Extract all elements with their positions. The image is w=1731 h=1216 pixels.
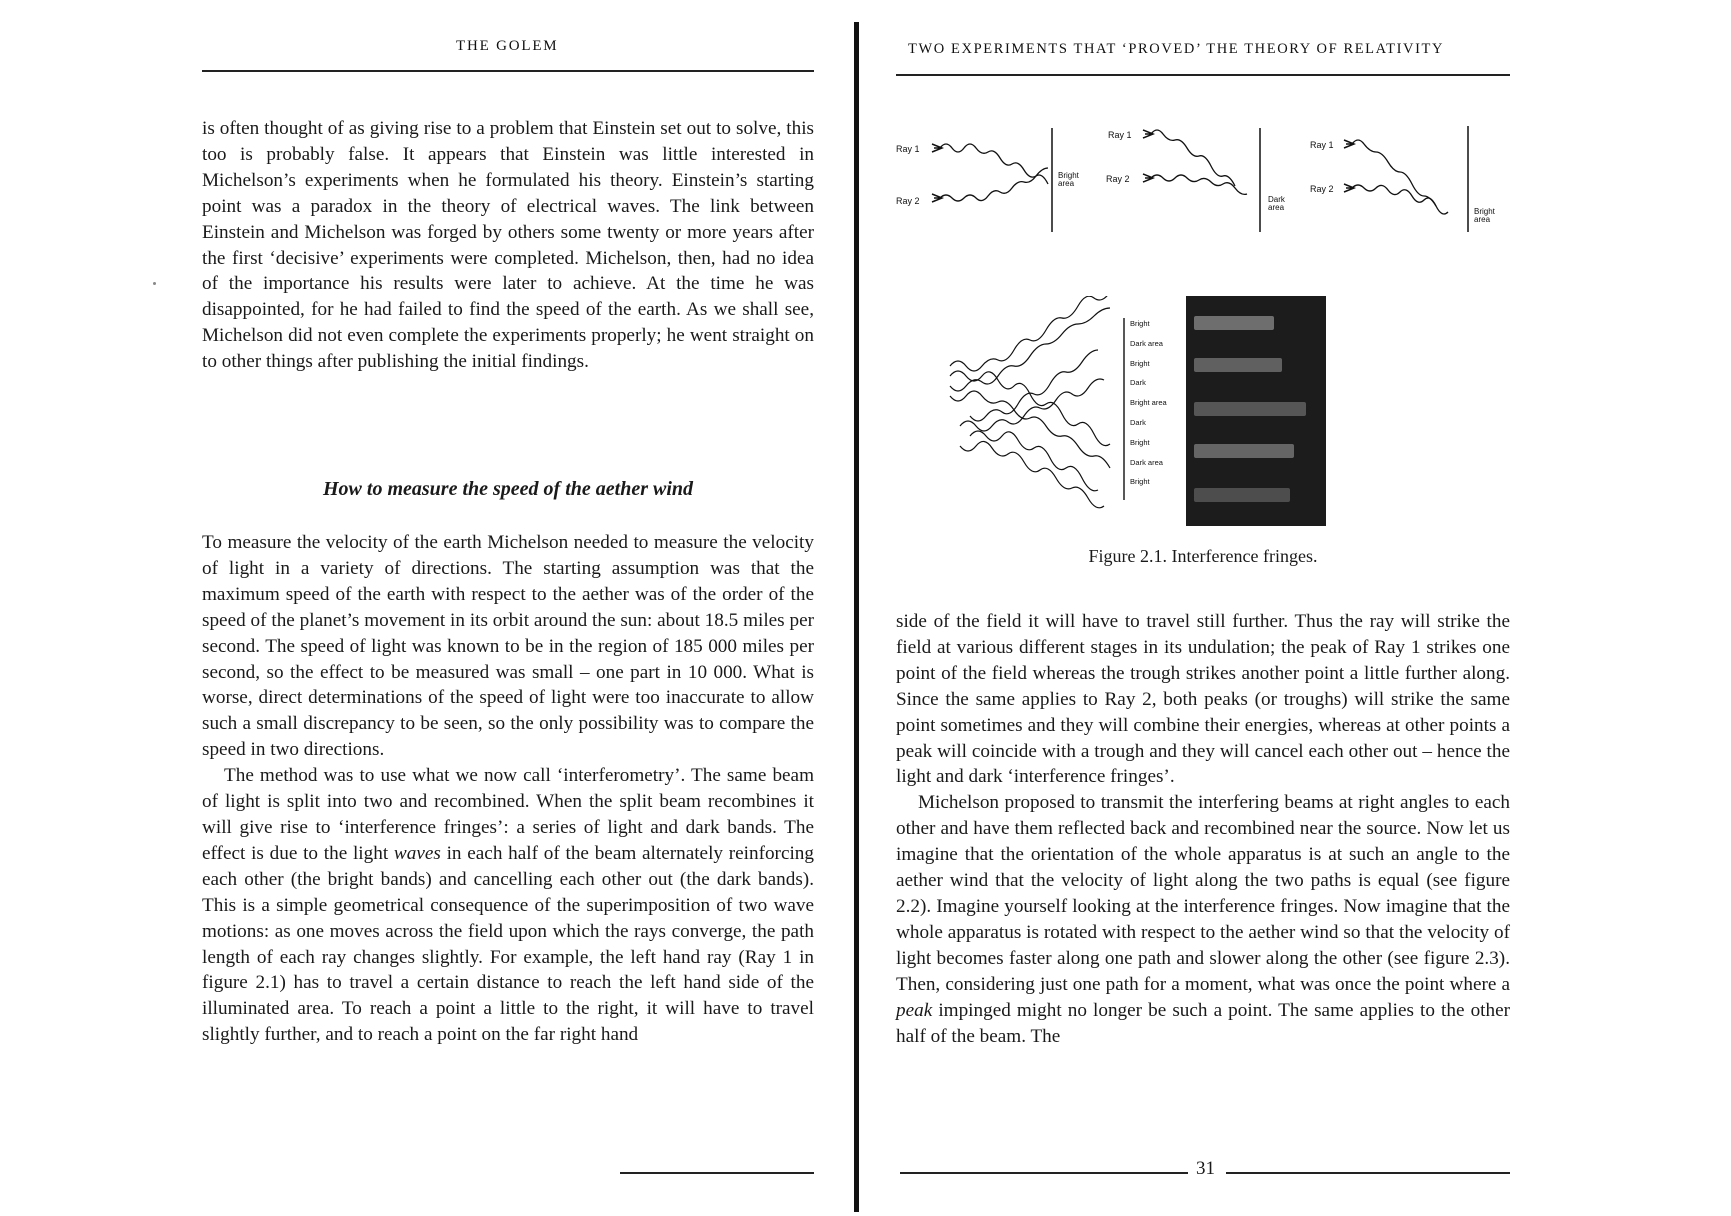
- photo-bright-band: [1194, 488, 1290, 502]
- panel-3-label-line2: area: [1474, 215, 1491, 224]
- panel-2-ray1-wave: [1151, 130, 1235, 186]
- panel-3-ray2-wave: [1352, 185, 1448, 214]
- photo-bright-band: [1194, 358, 1282, 372]
- fringe-label: Bright: [1130, 319, 1150, 328]
- paragraph-3-b: in each half of the beam alternately reinforcing each other (the bright bands) and cancelling each other out (the dark bands). This is a simple geometrical consequence of the superimposition of two wave motions: as one moves across the field upon which the rays converge, the path length of each ray changes slightly. For example, the left hand ray (Ray 1 in figure 2.1) has to travel a certain distance to reach the left hand side of the illuminated area. To reach a point a little to the right, it will have to travel slightly further, and to reach a point on the far right hand: [202, 842, 814, 1046]
- paragraph-text: is often thought of as giving rise to a problem that Einstein set out to solve, this too is probably false. It appears that Einstein was little interested in Michelson’s experiments when he formulated his theory. Einstein’s starting point was a paradox in the theory of electrical waves. The link between Einstein and Michelson was forged by others some twenty or more years after the first ‘decisive’ experiments were completed. Michelson, then, had no idea of the importance his results were later to achieve. At the time he was disappointed, for he had failed to find the speed of the earth. As we shall see, Michelson did not even complete the experiments properly; he went straight on to other things after publishing the initial findings.: [202, 118, 814, 373]
- arrow-icon: [1143, 130, 1153, 138]
- arrow-icon: [932, 144, 942, 152]
- photo-bright-band: [1194, 316, 1274, 330]
- fringe-label: Dark area: [1130, 338, 1163, 348]
- left-foot-rule: [620, 1172, 814, 1174]
- left-page: [0, 0, 860, 1216]
- panel-1-label-line1: Bright: [1058, 171, 1079, 180]
- photo-bright-band: [1194, 402, 1306, 416]
- paragraph-3: [202, 763, 814, 1048]
- fringe-label: Dark area: [1130, 457, 1163, 467]
- arrow-icon: [1344, 140, 1354, 148]
- right-page: [860, 0, 1731, 1216]
- paragraph-2-b: impinged might no longer be such a point. The same applies to the other half of the beam. The: [896, 999, 1510, 1047]
- right-head-rule: [896, 74, 1510, 76]
- left-top-paragraph: [202, 116, 814, 375]
- italic-peak: peak: [896, 999, 933, 1021]
- arrow-icon: [1143, 174, 1153, 182]
- left-body-text: [202, 530, 814, 1048]
- panel-3-ray1-label: Ray 1: [1310, 140, 1334, 150]
- panel-1-ray2-wave: [940, 168, 1048, 201]
- panel-3: [1310, 126, 1496, 232]
- panel-2-label-line1: Dark: [1268, 195, 1285, 204]
- arrow-icon: [932, 194, 942, 202]
- photo-bright-band: [1194, 444, 1294, 458]
- panel-1-ray1-wave: [940, 144, 1048, 184]
- panel-1: [896, 128, 1080, 232]
- page-number: 31: [1196, 1158, 1215, 1179]
- panel-2-label-line2: area: [1268, 203, 1285, 212]
- paragraph-2: [896, 790, 1510, 1049]
- panel-1-ray1-label: Ray 1: [896, 144, 920, 154]
- panel-1-ray2-label: Ray 2: [896, 196, 920, 206]
- panel-2: [1106, 128, 1286, 232]
- arrow-icon: [1344, 184, 1354, 192]
- figure-caption: Figure 2.1. Interference fringes.: [1088, 546, 1318, 566]
- fringe-label: Dark: [1130, 417, 1146, 427]
- right-foot-rule-right: [1226, 1172, 1510, 1174]
- right-body-text: [896, 609, 1510, 1049]
- right-foot-rule-left: [900, 1172, 1188, 1174]
- panel-2-ray1-label: Ray 1: [1108, 130, 1132, 140]
- fringe-label: Dark: [1130, 378, 1146, 388]
- fringe-label: Bright area: [1130, 398, 1167, 408]
- paragraph-1: side of the field it will have to travel still further. Thus the ray will strike the field at various different stages in its undulation; the peak of Ray 1 strikes one point of the field whereas the trough strikes another point a little further along. Since the same applies to Ray 2, both peaks (or troughs) will strike the same point sometimes and they will combine their energies, whereas at other points a peak will coincide with a trough and they will cancel each other out – hence the light and dark ‘interference fringes’.: [896, 611, 1510, 788]
- left-head-rule: [202, 70, 814, 72]
- paragraph-2: To measure the velocity of the earth Michelson needed to measure the velocity of light in a variety of directions. The starting assumption was that the maximum speed of the earth with respect to the aether was of the order of the speed of the planet’s movement in its orbit around the sun: about 18.5 miles per second. The speed of light was known to be in the region of 185 000 miles per second, so the effect to be measured was small – one part in 10 000. What is worse, direct determinations of the speed of light were too inaccurate to allow such a small discrepancy to be seen, so the only possibility was to compare the speed in two directions.: [202, 532, 814, 761]
- panel-1-label-line2: area: [1058, 179, 1075, 188]
- paragraph-3-a: The method was to use what we now call ‘interferometry’. The same beam of light is split into two and recombined. When the split beam recombines it will give rise to ‘interference fringes’: a series of light and dark bands. The effect is due to the light: [202, 765, 814, 864]
- left-running-head: THE GOLEM: [456, 38, 559, 54]
- paragraph-2-a: Michelson proposed to transmit the interfering beams at right angles to each other and have them reflected back and recombined near the source. Now let us imagine that the orientation of the whole apparatus is at such an angle to the aether wind that the velocity of light along the two paths is equal (see figure 2.2). Imagine yourself looking at the interference fringes. Now imagine that the whole apparatus is rotated with respect to the aether wind so that the velocity of light becomes faster along one path and slower along the other (see figure 2.3). Then, considering just one path for a moment, what was once the point where a: [896, 792, 1510, 995]
- section-title: How to measure the speed of the aether wind: [323, 478, 693, 500]
- fringe-label: Bright: [1130, 358, 1150, 368]
- panel-2-ray2-wave: [1151, 175, 1247, 194]
- fringe-label: Bright: [1130, 437, 1150, 447]
- italic-waves: waves: [393, 842, 441, 864]
- right-running-head: TWO EXPERIMENTS THAT ‘PROVED’ THE THEORY OF RELATIVITY: [908, 41, 1445, 57]
- fringe-label: Bright: [1130, 477, 1150, 487]
- margin-speck: [153, 282, 156, 285]
- fringe-photograph: [1186, 296, 1326, 526]
- panel-2-ray2-label: Ray 2: [1106, 174, 1130, 184]
- interfering-waves: [950, 296, 1110, 508]
- panel-3-label-line1: Bright: [1474, 207, 1495, 216]
- panel-3-ray1-wave: [1352, 140, 1436, 206]
- gutter-spine: [854, 22, 859, 1212]
- figure-top-panels: [896, 92, 1516, 242]
- panel-3-ray2-label: Ray 2: [1310, 184, 1334, 194]
